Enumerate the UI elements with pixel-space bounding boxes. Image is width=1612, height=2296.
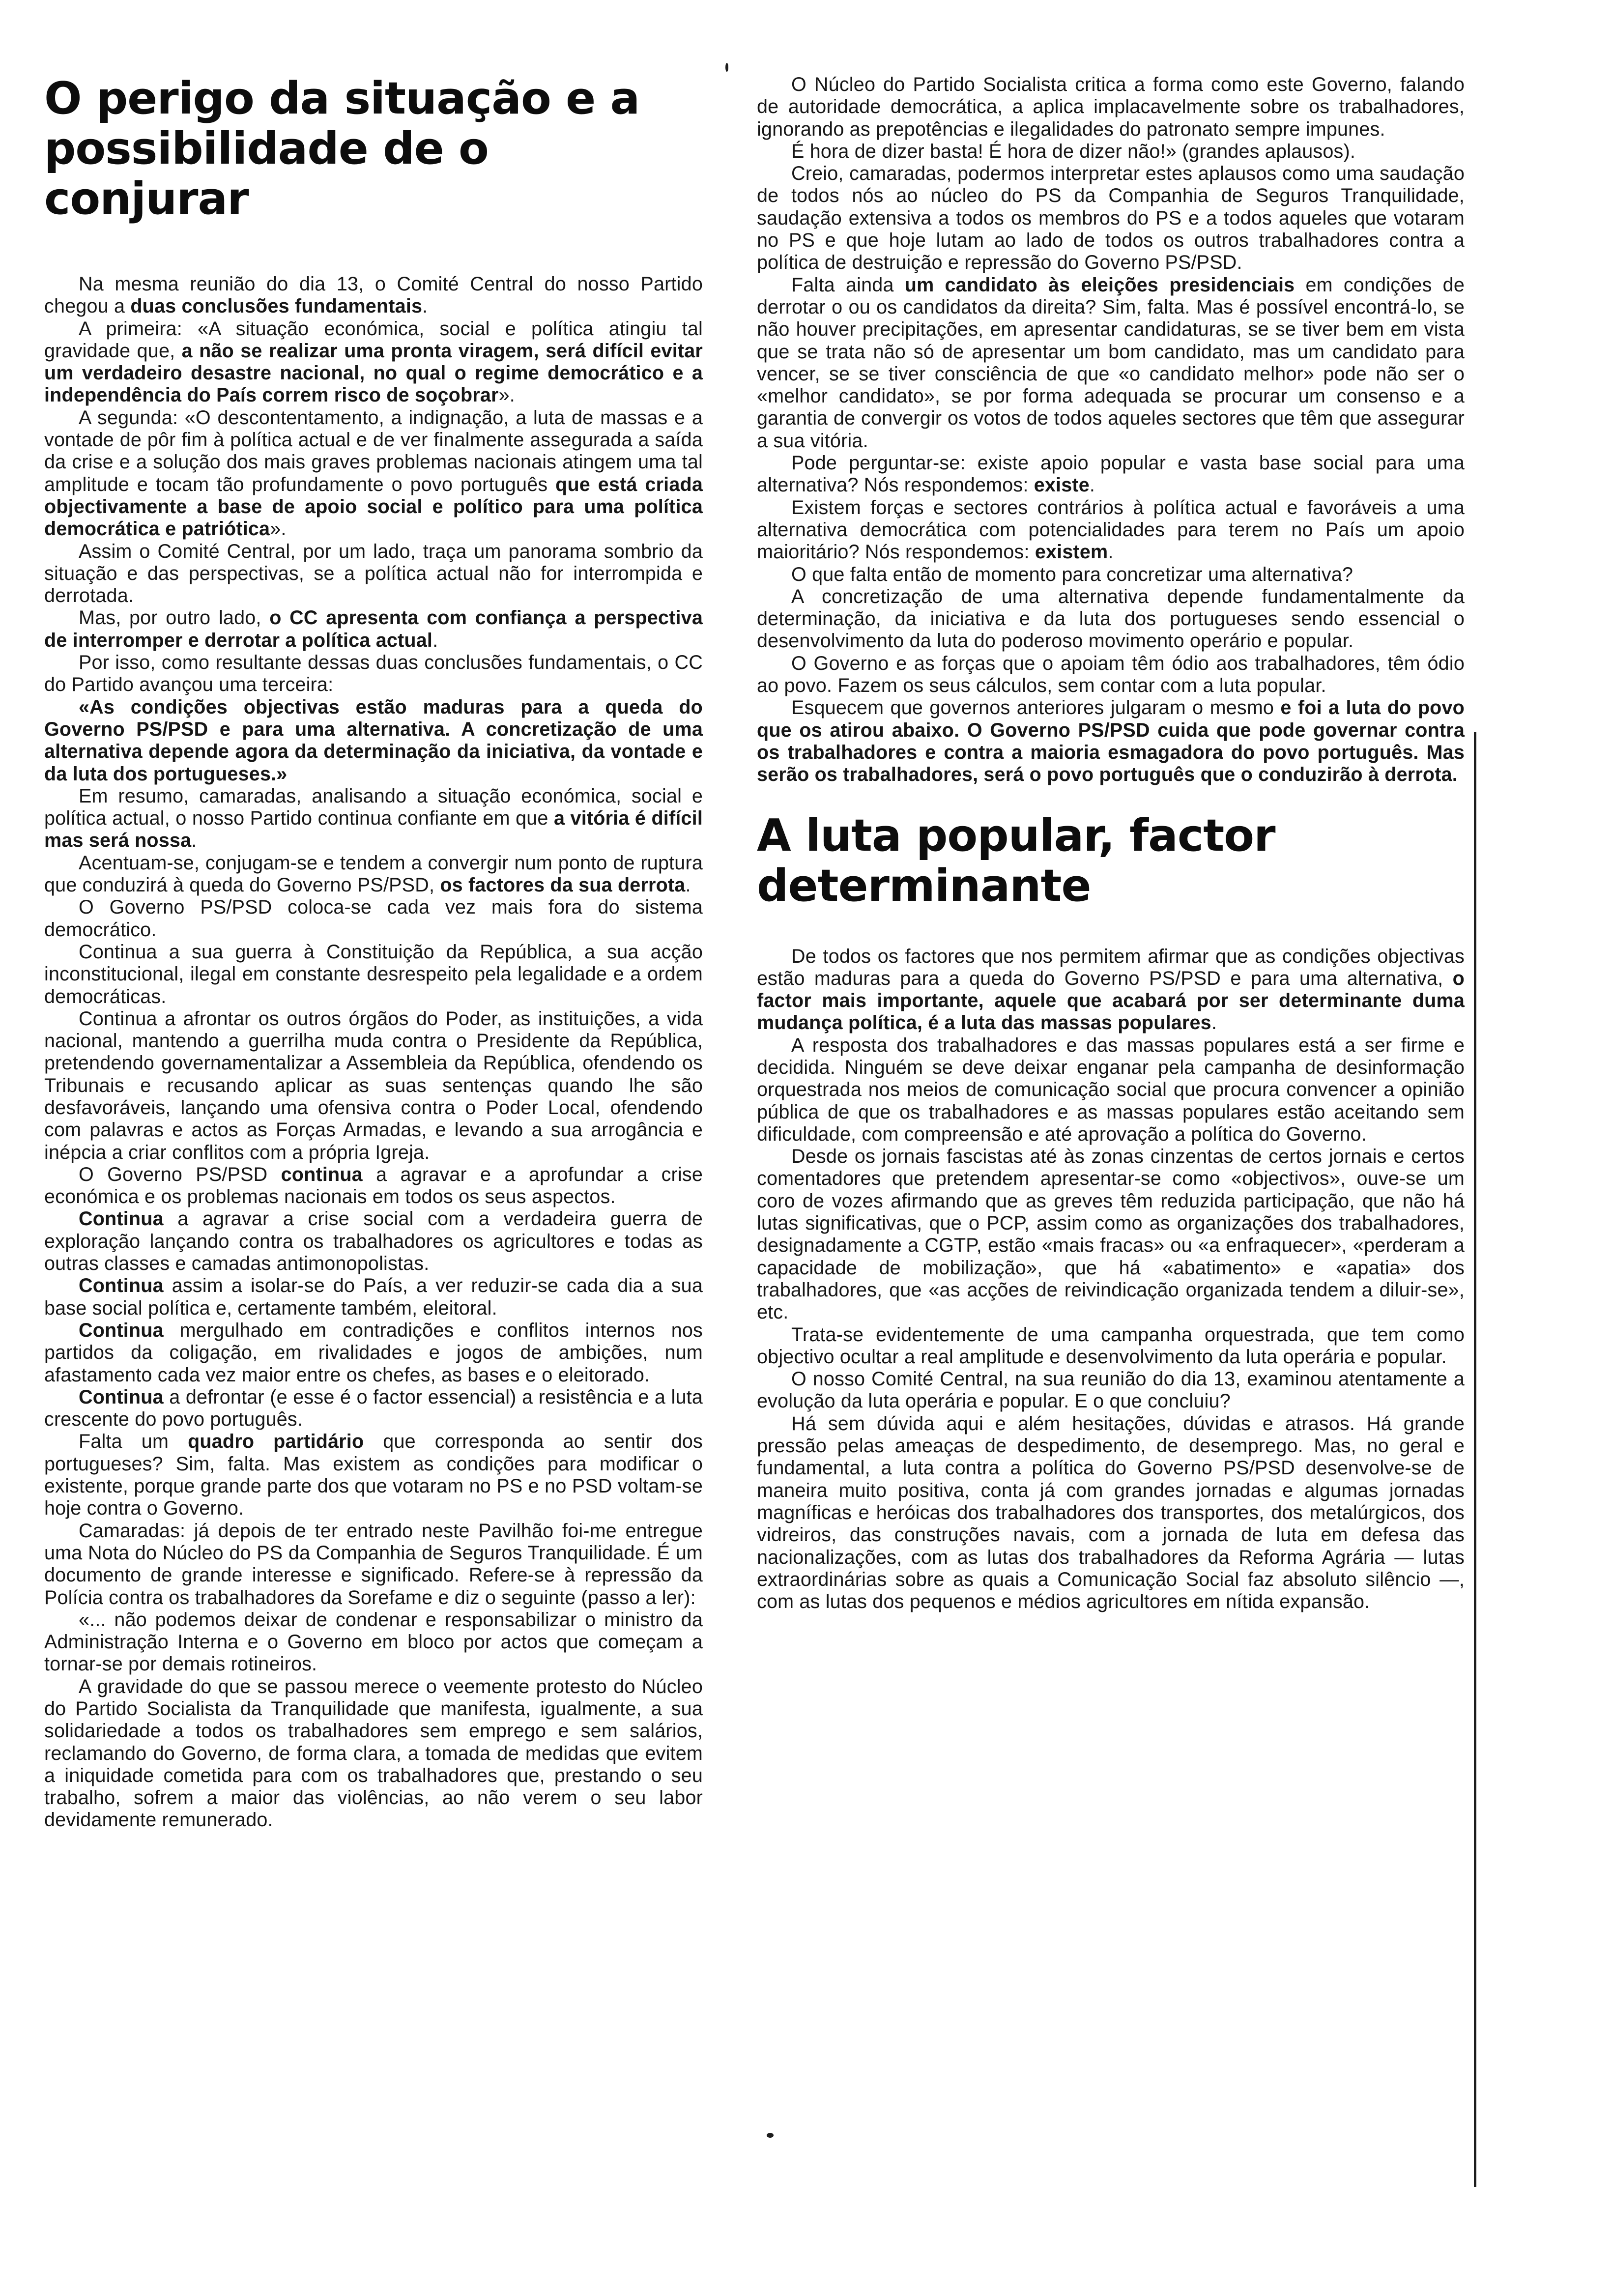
text-run: Pode perguntar-se: existe apoio popular e vasta base social para uma alternativa? Nós respondemos:	[757, 452, 1465, 496]
text-run: Creio, camaradas, podermos interpretar estes aplausos como uma saudação de todos nós ao núcleo do PS da Companhia de Seguros Tranquilidade, saudação extensiva a todos os membros do PS e a todos aqueles que votaram no PS e que hoje lutam ao lado de todos os outros trabalhadores contra a política de destruição e repressão do Governo PS/PSD.	[757, 163, 1465, 274]
ink-speck	[767, 2133, 774, 2138]
text-run: Acentuam-se, conjugam-se e tendem a convergir num ponto de ruptura que conduzirá à queda do Governo PS/PSD,	[44, 852, 703, 896]
bold-text-run: Continua	[79, 1386, 164, 1408]
left-body	[44, 273, 703, 1832]
paragraph	[757, 564, 1465, 586]
text-run: Existem forças e sectores contrários à política actual e favoráveis a uma alternativa democrática com potencialidades para terem no País um apoio maioritário? Nós respondemos:	[757, 496, 1465, 563]
paragraph	[44, 941, 703, 1008]
text-run: mergulhado em contradições e conflitos internos nos partidos da coligação, em rivalidades e jogos de ambições, num afastamento cada vez maior entre os chefes, as bases e o eleitorado.	[44, 1319, 703, 1386]
text-run: O nosso Comité Central, na sua reunião do dia 13, examinou atentamente a evolução da luta operária e popular. E o que concluiu?	[757, 1368, 1465, 1412]
bold-text-run: Continua	[79, 1208, 164, 1230]
paragraph	[757, 1324, 1465, 1369]
text-run: Em resumo, camaradas, analisando a situação económica, social e política actual, o nosso Partido continua confiante em que	[44, 785, 703, 830]
text-run: Por isso, como resultante dessas duas conclusões fundamentais, o CC do Partido avançou uma terceira:	[44, 652, 703, 696]
bold-text-run: continua	[281, 1163, 363, 1185]
paragraph	[757, 653, 1465, 697]
bold-text-run: duas conclusões fundamentais	[130, 295, 423, 317]
bold-text-run: e foi a luta do povo que os atirou abaixo. O Governo PS/PSD cuida que pode governar contra os trabalhadores e contra a maioria esmagadora do povo português. Mas serão os trabalhadores, será o povo português que o conduzirão à derrota.	[757, 697, 1465, 786]
text-run: Mas, por outro lado,	[79, 607, 270, 629]
paragraph	[44, 1275, 703, 1320]
text-run: em condições de derrotar o ou os candidatos da direita? Sim, falta. Mas é possível encontrá-lo, se não houver precipitações, em apresentar candidaturas, se se tiver bem em vista que se trata não só de apresentar um bom candidato, mas um candidato para vencer, se se tiver consciência de que «o candidato melhor» pode não ser o «melhor candidato», se por forma adequada se procurar um consenso e a garantia de convergir os votos de todos aqueles sectores que têm que assegurar a sua vitória.	[757, 274, 1465, 452]
column-rule	[1474, 732, 1476, 2187]
text-run: O que falta então de momento para concretizar uma alternativa?	[791, 563, 1353, 585]
text-run: A resposta dos trabalhadores e das massas populares está a ser firme e decidida. Ninguém se deve deixar enganar pela campanha de desinformação orquestrada nos meios de comunicação social que procura convencer a opinião pública de que os trabalhadores e as massas populares estão aceitando sem dificuldade, com compreensão e até aprovação a política do Governo.	[757, 1034, 1465, 1145]
paragraph	[44, 273, 703, 318]
paragraph	[757, 274, 1465, 452]
bold-text-run: existem	[1035, 541, 1108, 563]
paragraph	[44, 696, 703, 785]
text-run: De todos os factores que nos permitem afirmar que as condições objectivas estão maduras para a queda do Governo PS/PSD e para uma alternativa,	[757, 945, 1465, 989]
paragraph	[757, 946, 1465, 1034]
paragraph	[44, 1320, 703, 1386]
paragraph	[44, 1386, 703, 1431]
text-run: a defrontar (e esse é o factor essencial) a resistência e a luta crescente do povo português.	[44, 1386, 703, 1431]
paragraph	[44, 607, 703, 652]
text-run: ».	[270, 518, 287, 540]
text-run: assim a isolar-se do País, a ver reduzir-se cada dia a sua base social política e, certamente também, eleitoral.	[44, 1275, 703, 1319]
paragraph	[44, 1431, 703, 1520]
text-run: Há sem dúvida aqui e além hesitações, dúvidas e atrasos. Há grande pressão pelas ameaças de despedimento, de desemprego. Mas, no geral e fundamental, a luta contra a política do Governo PS/PSD desenvolve-se de maneira muito positiva, conta já com grandes jornadas e algumas jornadas magníficas e heróicas dos trabalhadores dos transportes, dos metalúrgicos, dos vidreiros, das construções navais, com a jornada de luta em defesa das nacionalizações, com as lutas dos trabalhadores da Reforma Agrária — lutas extraordinárias sobre as quais a Comunicação Social faz absoluto silêncio —, com as lutas dos pequenos e médios agricultores em nítida expansão.	[757, 1412, 1465, 1613]
text-run: Falta um	[79, 1431, 188, 1453]
text-run: O Governo PS/PSD coloca-se cada vez mais fora do sistema democrático.	[44, 896, 703, 941]
text-run: A concretização de uma alternativa depende fundamentalmente da determinação, da iniciativa e da luta dos portugueses sendo essencial o desenvolvimento da luta do poderoso movimento operário e popular.	[757, 585, 1465, 652]
text-run: O Governo PS/PSD	[79, 1163, 281, 1185]
text-run: .	[422, 295, 428, 317]
text-run: A primeira: «A situação económica, social e política atingiu tal gravidade que,	[44, 317, 703, 362]
text-run: Assim o Comité Central, por um lado, traça um panorama sombrio da situação e das perspectivas, se a política actual não for interrompida e derrotada.	[44, 540, 703, 607]
text-run: O Governo e as forças que o apoiam têm ódio aos trabalhadores, têm ódio ao povo. Fazem os seus cálculos, sem contar com a luta popular.	[757, 652, 1465, 697]
paragraph	[757, 697, 1465, 786]
bold-text-run: a vitória é difícil mas será nossa	[44, 807, 703, 852]
text-run: Desde os jornais fascistas até às zonas cinzentas de certos jornais e certos comentadores que pretendem apresentar-se como «objectivos», ouve-se um coro de vozes afirmando que as greves têm reduzida participação, que não há lutas significativas, que o PCP, assim como as organizações dos trabalhadores, designadamente a CGTP, estão «mais fracas» ou «a enfraquecer», «perderam a capacidade de mobilização», que há «abatimento» e «apatia» dos trabalhadores, que «as acções de reivindicação organizada tendem a diluir-se», etc.	[757, 1146, 1465, 1323]
right-column	[757, 74, 1465, 1613]
paragraph	[757, 586, 1465, 653]
paragraph	[44, 896, 703, 941]
text-run: .	[432, 629, 438, 651]
bold-text-run: «As condições objectivas estão maduras para a queda do Governo PS/PSD e para uma alternativa. A concretização de uma alternativa depende agora da determinação da iniciativa, da vontade e da luta dos portugueses.»	[44, 696, 703, 785]
text-run: Camaradas: já depois de ter entrado neste Pavilhão foi-me entregue uma Nota do Núcleo do PS da Companhia de Seguros Tranquilidade. É um documento de grande interesse e significado. Refere-se à repressão da Polícia contra os trabalhadores da Sorefame e diz o seguinte (passo a ler):	[44, 1520, 703, 1608]
text-run: Continua a sua guerra à Constituição da República, a sua acção inconstitucional, ilegal em constante desrespeito pela legalidade e a ordem democráticas.	[44, 941, 703, 1007]
paragraph	[44, 1520, 703, 1609]
text-run: .	[685, 874, 691, 896]
text-run: Falta ainda	[791, 274, 905, 296]
bold-text-run: Continua	[79, 1275, 164, 1297]
text-run: Continua a afrontar os outros órgãos do Poder, as instituições, a vida nacional, mantendo a guerrilha muda contra o Presidente da República, pretendendo governamentalizar a Assembleia da República, ofendendo os Tribunais e recusando aplicar as suas sentenças quando lhe são desfavoráveis, lançando uma ofensiva contra o Poder Local, ofendendo com palavras e actos as Forças Armadas, e levando a sua arrogância e inépcia a criar conflitos com a própria Igreja.	[44, 1007, 703, 1163]
bold-text-run: quadro partidário	[188, 1431, 364, 1453]
paragraph	[44, 652, 703, 696]
text-run: Esquecem que governos anteriores julgaram o mesmo	[791, 697, 1281, 719]
text-run: O Núcleo do Partido Socialista critica a forma como este Governo, falando de autoridade democrática, a aplica implacavelmente sobre os trabalhadores, ignorando as prepotências e ilegalidades do patronato sempre impunes.	[757, 74, 1465, 140]
paragraph	[44, 1008, 703, 1164]
paragraph	[757, 141, 1465, 163]
bold-text-run: existe	[1034, 474, 1090, 496]
left-column	[44, 74, 703, 1832]
paragraph	[757, 1413, 1465, 1613]
right-body-top	[757, 74, 1465, 786]
paragraph	[44, 541, 703, 607]
paragraph	[757, 452, 1465, 497]
text-run: Na mesma reunião do dia 13, o Comité Central do nosso Partido chegou a	[44, 273, 703, 317]
paragraph	[757, 1146, 1465, 1323]
article-title-right: A luta popular, factor determinante	[757, 809, 1275, 912]
paragraph	[757, 1368, 1465, 1413]
text-run: A segunda: «O descontentamento, a indignação, a luta de massas e a vontade de pôr fim à política actual e de ver finalmente assegurada a saída da crise e a solução dos mais graves problemas nacionais atingem uma tal amplitude e tocam tão profundamente o povo português	[44, 406, 703, 495]
paragraph	[44, 407, 703, 541]
paragraph	[757, 74, 1465, 141]
paragraph	[44, 1676, 703, 1832]
paragraph	[757, 497, 1465, 564]
bold-text-run: o CC apresenta com confiança a perspectiva de interromper e derrotar a política actual	[44, 607, 703, 651]
text-run: a agravar e a aprofundar a crise económica e os problemas nacionais em todos os seus aspectos.	[44, 1163, 703, 1208]
paragraph	[757, 163, 1465, 274]
text-run: É hora de dizer basta! É hora de dizer não!» (grandes aplausos).	[791, 140, 1356, 162]
paragraph	[44, 1609, 703, 1676]
right-body-bottom	[757, 946, 1465, 1613]
bold-text-run: Continua	[79, 1319, 164, 1341]
paragraph	[44, 852, 703, 897]
text-run: «... não podemos deixar de condenar e responsabilizar o ministro da Administração Interna e o Governo em bloco por actos que começam a tornar-se por demais rotineiros.	[44, 1608, 703, 1675]
text-run: .	[1211, 1012, 1217, 1034]
text-run: a agravar a crise social com a verdadeira guerra de exploração lançando contra os trabalhadores os agricultores e todas as outras classes e camadas antimonopolistas.	[44, 1208, 703, 1275]
bold-text-run: a não se realizar uma pronta viragem, será difícil evitar um verdadeiro desastre nacional, no qual o regime democrático e a independência do País correm risco de soçobrar	[44, 340, 703, 406]
paragraph	[44, 318, 703, 407]
bold-text-run: um candidato às eleições presidenciais	[904, 274, 1295, 296]
text-run: .	[1108, 541, 1114, 563]
bold-text-run: o factor mais importante, aquele que acabará por ser determinante duma mudança política, é a luta das massas populares	[757, 967, 1465, 1034]
paragraph	[44, 785, 703, 852]
text-run: .	[191, 830, 197, 852]
article-title-left: O perigo da situação e a possibilidade de o conjurar	[44, 73, 640, 225]
paragraph	[44, 1164, 703, 1208]
paragraph	[757, 1034, 1465, 1146]
text-run: .	[1089, 474, 1095, 496]
text-run: que corresponda ao sentir dos portugueses? Sim, falta. Mas existem as condições para modificar o existente, porque grande parte dos que votaram no PS e no PSD voltam-se hoje contra o Governo.	[44, 1431, 703, 1520]
bold-text-run: os factores da sua derrota	[440, 874, 686, 896]
text-run: A gravidade do que se passou merece o veemente protesto do Núcleo do Partido Socialista da Tranquilidade que manifesta, igualmente, a sua solidariedade a todos os trabalhadores sem emprego e sem salários, reclamando do Governo, de forma clara, a tomada de medidas que evitem a iniquidade cometida para com os trabalhadores que, prestando o seu trabalho, sofrem a maior das violências, ao não verem o seu labor devidamente remunerado.	[44, 1675, 703, 1831]
bold-text-run: que está criada objectivamente a base de apoio social e político para uma política democrática e patriótica	[44, 473, 703, 540]
text-run: ».	[498, 384, 515, 406]
text-run: Trata-se evidentemente de uma campanha orquestrada, que tem como objectivo ocultar a real amplitude e desenvolvimento da luta operária e popular.	[757, 1323, 1465, 1368]
paragraph	[44, 1208, 703, 1275]
ink-speck	[725, 63, 728, 72]
